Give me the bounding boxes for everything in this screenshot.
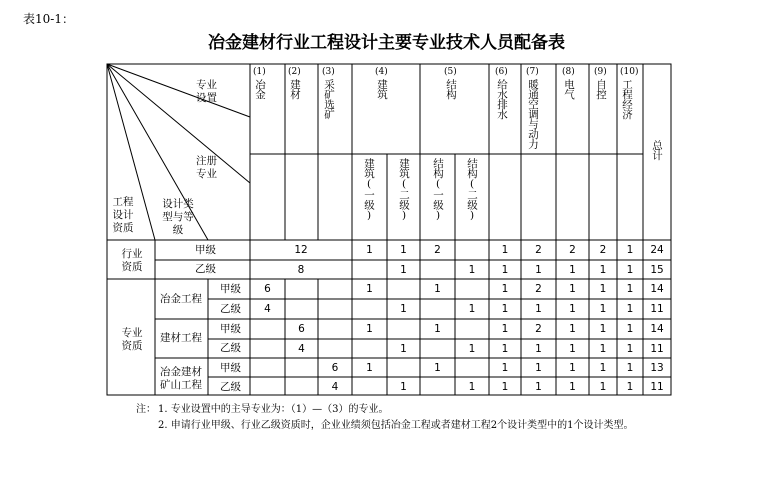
group-mining: 冶金建材矿山工程	[160, 366, 202, 391]
corner-qualification-label: 工程设计资质	[112, 196, 134, 234]
col-header-total: 总计	[651, 140, 663, 160]
table-cell: 6	[298, 323, 305, 335]
table-cell: 1	[599, 283, 607, 295]
table-cell: 1	[626, 244, 634, 256]
table-cell: 1	[599, 343, 607, 355]
table-cell: 1	[366, 244, 373, 256]
page-title: 冶金建材行业工程设计主要专业技术人员配备表	[208, 33, 565, 53]
table-cell: 8	[297, 264, 305, 276]
table-cell: 2	[569, 244, 576, 256]
table-cell: 1	[400, 264, 407, 276]
table-cell: 1	[599, 303, 607, 315]
table-cell: 1	[626, 264, 634, 276]
sub-header-struct-2: 结构(二级)	[466, 158, 478, 221]
col-header-10: (10) 工程经济	[620, 67, 639, 119]
col-header-3: (3) 采矿选矿	[322, 67, 335, 119]
grade-label: 甲级	[220, 362, 241, 374]
grade-label: 甲级	[220, 323, 241, 335]
table-cell: 1	[569, 303, 576, 315]
table-cell: 2	[535, 244, 542, 256]
table-cell: 1	[366, 283, 373, 295]
table-cell: 1	[535, 264, 542, 276]
table-cell: 1	[626, 381, 634, 393]
table-cell: 13	[650, 362, 664, 374]
sub-header-struct-1: 结构(一级)	[432, 158, 444, 221]
grade-label: 乙级	[220, 342, 241, 354]
table-cell: 1	[569, 283, 576, 295]
grade-label: 乙级	[220, 303, 241, 315]
table-cell: 1	[501, 362, 509, 374]
grade-label: 甲级	[220, 283, 241, 295]
table-cell: 1	[400, 244, 407, 256]
table-cell: 6	[331, 362, 339, 374]
table-cell: 1	[501, 264, 509, 276]
table-cell: 1	[535, 381, 542, 393]
table-cell: 1	[468, 381, 476, 393]
table-tag: 表10-1：	[23, 12, 74, 26]
table-cell: 1	[599, 323, 607, 335]
group-building-materials: 建材工程	[160, 332, 202, 344]
table-cell: 11	[650, 343, 664, 355]
note-2: 2. 申请行业甲级、行业乙级资质时，企业业绩须包括冶金工程或者建材工程2个设计类型中的1个设计类型。	[158, 420, 634, 431]
table-cell: 14	[650, 283, 664, 295]
table-cell: 1	[501, 244, 509, 256]
group-special: 专业资质	[121, 327, 143, 352]
table-cell: 1	[535, 343, 542, 355]
table-cell: 1	[569, 343, 576, 355]
corner-design-type-label: 设计类型与等级	[162, 198, 194, 236]
col-header-9: (9) 自控	[594, 67, 607, 99]
col-header-6: (6) 给水排水	[495, 67, 508, 119]
table-cell: 1	[569, 264, 576, 276]
table-cell: 1	[400, 303, 407, 315]
table-cell: 1	[501, 303, 509, 315]
table-cell: 1	[626, 303, 634, 315]
table-cell: 1	[366, 323, 373, 335]
notes-label: 注：	[136, 404, 156, 415]
table-cell: 4	[264, 303, 271, 315]
corner-registered-label: 注册专业	[196, 155, 217, 180]
sub-header-arch-1: 建筑(一级)	[363, 158, 375, 221]
table-cell: 1	[468, 303, 476, 315]
table-cell: 1	[626, 283, 634, 295]
table-cell: 1	[535, 303, 542, 315]
table-cell: 1	[626, 362, 634, 374]
table-cell: 11	[650, 381, 664, 393]
table-cell: 4	[331, 381, 339, 393]
grade-label: 乙级	[220, 381, 241, 393]
table-cell: 1	[599, 264, 607, 276]
table-cell: 1	[501, 381, 509, 393]
table-cell: 1	[626, 343, 634, 355]
table-cell: 2	[434, 244, 441, 256]
corner-specialty-label: 专业设置	[196, 79, 217, 104]
table-cell: 24	[650, 244, 664, 256]
table-cell: 1	[599, 362, 607, 374]
table-cell: 1	[400, 381, 407, 393]
col-header-1: (1) 冶金	[253, 67, 266, 99]
table-cell: 1	[434, 283, 441, 295]
sub-header-arch-2: 建筑(二级)	[398, 158, 410, 221]
table-cell: 2	[599, 244, 607, 256]
table-cell: 2	[535, 283, 542, 295]
table-cell: 1	[501, 343, 509, 355]
table-cell: 1	[501, 323, 509, 335]
group-metallurgy: 冶金工程	[160, 293, 202, 305]
table-cell: 1	[569, 323, 576, 335]
col-header-7: (7) 暖通空调与动力	[526, 67, 539, 149]
table-cell: 1	[434, 362, 441, 374]
col-header-5: (5) 结构	[444, 67, 457, 99]
table-cell: 1	[535, 362, 542, 374]
table-cell: 1	[468, 264, 476, 276]
col-header-2: (2) 建材	[288, 67, 301, 99]
table-cell: 2	[535, 323, 542, 335]
table-cell: 1	[569, 362, 576, 374]
table-cell: 1	[468, 343, 476, 355]
table-cell: 1	[366, 362, 373, 374]
col-header-4: (4) 建筑	[375, 67, 388, 99]
table-cell: 6	[264, 283, 271, 295]
group-industry: 行业资质	[121, 248, 143, 273]
table-cell: 1	[626, 323, 634, 335]
table-cell: 1	[501, 283, 509, 295]
table-cell: 1	[599, 381, 607, 393]
table-cell: 12	[294, 244, 308, 256]
table-cell: 1	[400, 343, 407, 355]
table-cell: 1	[569, 381, 576, 393]
table-cell: 11	[650, 303, 664, 315]
grade-label: 乙级	[195, 263, 216, 275]
table-cell: 15	[650, 264, 664, 276]
note-1: 1. 专业设置中的主导专业为：（1）—（3）的专业。	[158, 404, 389, 415]
table-cell: 4	[298, 343, 305, 355]
grade-label: 甲级	[195, 244, 216, 256]
table-cell: 1	[434, 323, 441, 335]
col-header-8: (8) 电气	[562, 67, 575, 99]
table-cell: 14	[650, 323, 664, 335]
